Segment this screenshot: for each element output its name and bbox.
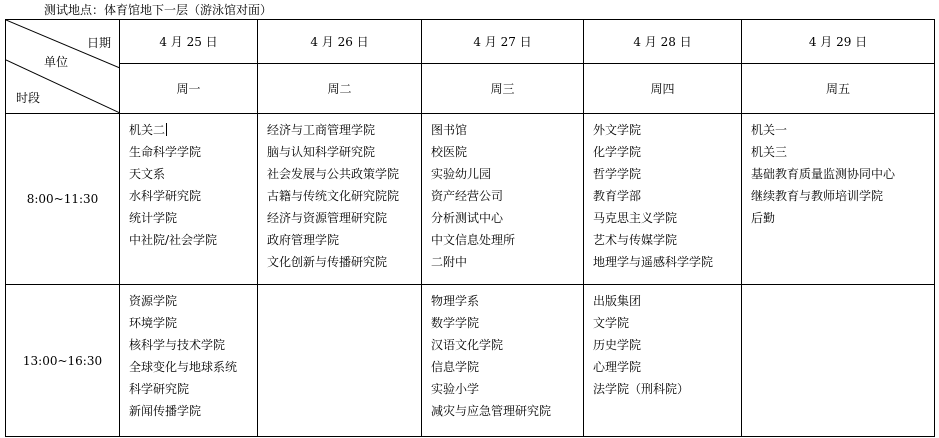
corner-unit-label: 单位 [44,55,69,69]
unit-cell [422,114,584,285]
unit-item: 化学学院 [593,145,642,159]
weekday-cell-3: 周四 [584,64,742,114]
afternoon-time-cell: 13:00~16:30 [6,285,120,437]
weekday-cell-1: 周二 [258,64,422,114]
unit-item: 马克思主义学院 [593,211,678,225]
unit-item: 新闻传播学院 [129,404,202,418]
unit-cell [258,285,422,437]
unit-item: 资产经营公司 [431,189,504,203]
unit-list [120,285,257,422]
unit-item: 心理学院 [593,360,642,374]
date-cell-2: 4 月 27 日 [422,20,584,64]
unit-item: 教育学部 [593,189,642,203]
unit-item: 文学院 [593,316,630,330]
unit-item: 艺术与传媒学院 [593,233,678,247]
unit-item: 信息学院 [431,360,480,374]
unit-list [258,114,421,273]
unit-cell [120,285,258,437]
unit-item: 政府管理学院 [267,233,340,247]
unit-item: 汉语文化学院 [431,338,504,352]
unit-cell [584,114,742,285]
unit-item: 图书馆 [431,123,468,137]
text-cursor [166,123,167,136]
unit-item: 实验小学 [431,382,480,396]
unit-item: 水科学研究院 [129,189,202,203]
unit-item: 实验幼儿园 [431,167,492,181]
unit-item: 二附中 [431,255,468,269]
unit-item: 数学学院 [431,316,480,330]
test-location: 测试地点：体育馆地下一层（游泳馆对面） [44,3,273,17]
unit-item: 地理学与遥感科学学院 [593,255,714,269]
unit-item: 社会发展与公共政策学院 [267,167,400,181]
weekday-cell-0: 周一 [120,64,258,114]
unit-list [120,114,257,251]
unit-cell [742,114,935,285]
date-cell-4: 4 月 29 日 [742,20,935,64]
corner-header-cell [6,20,120,114]
unit-item: 文化创新与传播研究院 [267,255,388,269]
unit-list [258,285,421,290]
unit-item: 古籍与传统文化研究院院 [267,189,400,203]
unit-item: 环境学院 [129,316,178,330]
unit-list [742,114,934,229]
unit-item: 后勤 [751,211,776,225]
date-cell-1: 4 月 26 日 [258,20,422,64]
unit-item: 机关三 [751,145,788,159]
unit-item: 全球变化与地球系统 [129,360,238,374]
date-cell-3: 4 月 28 日 [584,20,742,64]
morning-session-row [6,114,935,285]
unit-item: 减灾与应急管理研究院 [431,404,552,418]
unit-item: 继续教育与教师培训学院 [751,189,884,203]
unit-item: 历史学院 [593,338,642,352]
unit-list [422,285,583,422]
weekday-cell-2: 周三 [422,64,584,114]
morning-time-cell: 8:00~11:30 [6,114,120,285]
unit-item: 天文系 [129,167,166,181]
date-cell-0: 4 月 25 日 [120,20,258,64]
unit-cell [120,114,258,285]
unit-item: 生命科学学院 [129,145,202,159]
unit-item: 分析测试中心 [431,211,504,225]
test-schedule-table [5,19,935,437]
unit-item: 校医院 [431,145,468,159]
unit-item: 哲学学院 [593,167,642,181]
unit-item: 中文信息处理所 [431,233,516,247]
weekday-cell-4: 周五 [742,64,935,114]
unit-item: 物理学系 [431,294,480,308]
afternoon-session-row [6,285,935,437]
unit-item: 核科学与技术学院 [129,338,226,352]
weekday-header-row [6,64,935,114]
unit-list [742,285,934,290]
unit-item: 资源学院 [129,294,178,308]
unit-item: 法学院（刑科院） [593,382,690,396]
corner-date-label: 日期 [86,36,111,50]
unit-item: 机关二 [129,123,166,137]
unit-cell [742,285,935,437]
unit-list [584,285,741,400]
unit-item: 经济与资源管理研究院 [267,211,388,225]
unit-item: 外文学院 [593,123,642,137]
unit-cell [258,114,422,285]
unit-item: 经济与工商管理学院 [267,123,376,137]
unit-cell [422,285,584,437]
unit-cell [584,285,742,437]
unit-list [422,114,583,273]
unit-list [584,114,741,273]
unit-item: 统计学院 [129,211,178,225]
unit-item: 脑与认知科学研究院 [267,145,376,159]
unit-item: 机关一 [751,123,788,137]
unit-item: 科学研究院 [129,382,190,396]
unit-item: 出版集团 [593,294,642,308]
corner-period-label: 时段 [16,91,41,105]
unit-item: 基础教育质量监测协同中心 [751,167,896,181]
date-header-row [6,20,935,64]
unit-item: 中社院/社会学院 [129,233,218,247]
